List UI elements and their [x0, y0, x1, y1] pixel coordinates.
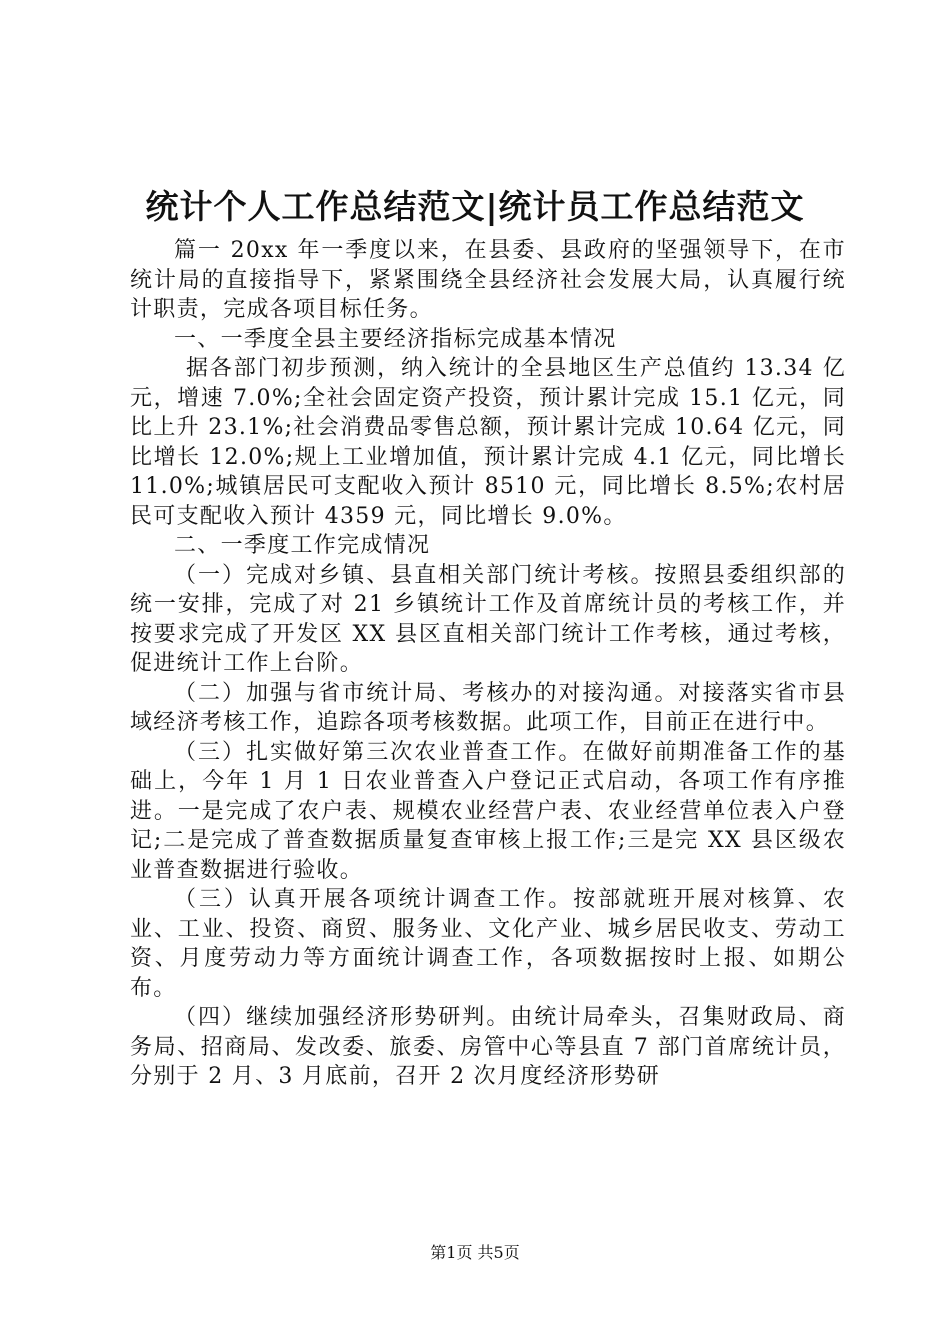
- document-body: [130, 236, 846, 1092]
- section-heading-2: 二、一季度工作完成情况: [174, 533, 431, 558]
- work-item-3: （三）扎实做好第三次农业普查工作。在做好前期准备工作的基础上，今年 1 月 1 日农业普查入户登记正式启动，各项工作有序推进。一是完成了农户表、规模农业经营户表、农业经营单位表入户登记;二是完成了普查数据质量复查审核上报工作;三是完 XX 县区级农业普查数据进行验收。: [130, 739, 846, 883]
- document-title: 统计个人工作总结范文|统计员工作总结范文: [145, 187, 805, 226]
- work-item-1: （一）完成对乡镇、县直相关部门统计考核。按照县委组织部的统一安排，完成了对 21 乡镇统计工作及首席统计员的考核工作，并按要求完成了开发区 XX 县区直相关部门统计工作考核，通过考核，促进统计工作上台阶。: [130, 562, 846, 676]
- section-heading-1: 一、一季度全县主要经济指标完成基本情况: [174, 326, 617, 352]
- work-item-5: （四）继续加强经济形势研判。由统计局牵头，召集财政局、商务局、招商局、发改委、旅委、房管中心等县直 7 部门首席统计员，分别于 2 月、3 月底前，召开 2 次月度经济形势研: [130, 1005, 846, 1089]
- intro-paragraph: 篇一 20xx 年一季度以来，在县委、县政府的坚强领导下，在市统计局的直接指导下，紧紧围绕全县经济社会发展大局，认真履行统计职责，完成各项目标任务。: [130, 238, 846, 322]
- indicators-paragraph: 据各部门初步预测，纳入统计的全县地区生产总值约 13.34 亿元，增速 7.0%;全社会固定资产投资，预计累计完成 15.1 亿元，同比上升 23.1%;社会消费品零售总额，预计累计完成 10.64 亿元，同比增长 12.0%;规上工业增加值，预计累计完成 4.1 亿元，同比增长 11.0%;城镇居民可支配收入预计 8510 元，同比增长 8.5%;农村居民可支配收入预计 4359 元，同比增长 9.0%。: [130, 356, 846, 529]
- work-item-2: （二）加强与省市统计局、考核办的对接沟通。对接落实省市县域经济考核工作，追踪各项考核数据。此项工作，目前正在进行中。: [130, 680, 846, 735]
- work-item-4: （三）认真开展各项统计调查工作。按部就班开展对核算、农业、工业、投资、商贸、服务业、文化产业、城乡居民收支、劳动工资、月度劳动力等方面统计调查工作，各项数据按时上报、如期公布。: [130, 887, 846, 1001]
- page-footer: 第1页 共5页: [430, 1243, 520, 1262]
